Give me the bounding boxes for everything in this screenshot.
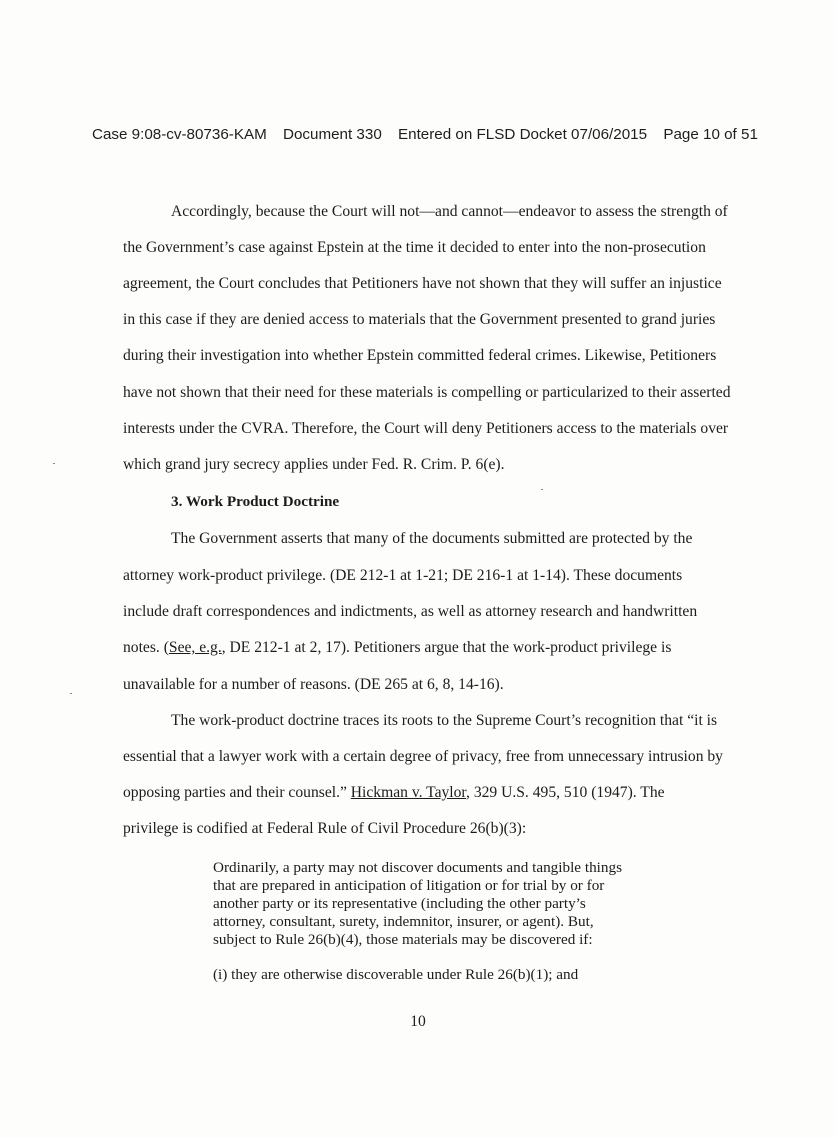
section-heading: 3. Work Product Doctrine bbox=[171, 493, 340, 510]
text-line bbox=[123, 639, 671, 657]
text-line: include draft correspondences and indictments, as well as attorney research and handwritten bbox=[123, 603, 698, 620]
text-line: the Government’s case against Epstein at the time it decided to enter into the non-prosecution bbox=[123, 239, 706, 256]
text-segment: , DE 212-1 at 2, 17). Petitioners argue that the work-product privilege is bbox=[221, 639, 672, 656]
text-line: during their investigation into whether Epstein committed federal crimes. Likewise, Petitioners bbox=[123, 347, 717, 364]
docket-entry: Entered on FLSD Docket 07/06/2015 bbox=[398, 126, 648, 143]
text-segment: , 329 U.S. 495, 510 (1947). The bbox=[466, 784, 665, 801]
quote-line: attorney, consultant, surety, indemnitor, insurer, or agent). But, bbox=[213, 913, 594, 930]
citation-signal: See, e.g. bbox=[168, 639, 222, 656]
scan-speck bbox=[70, 693, 72, 694]
text-line: which grand jury secrecy applies under Fed. R. Crim. P. 6(e). bbox=[123, 456, 505, 473]
document-number: Document 330 bbox=[282, 126, 382, 143]
docket-header bbox=[92, 126, 758, 143]
quote-line: another party or its representative (including the other party’s bbox=[213, 895, 586, 912]
quote-line: that are prepared in anticipation of litigation or for trial by or for bbox=[213, 877, 605, 894]
case-citation: Hickman v. Taylor bbox=[350, 784, 467, 801]
page-indicator: Page 10 of 51 bbox=[663, 126, 758, 143]
text-line: agreement, the Court concludes that Petitioners have not shown that they will suffer an injustice bbox=[123, 275, 722, 292]
text-line: Accordingly, because the Court will not—and cannot—endeavor to assess the strength of bbox=[171, 203, 728, 220]
quote-list-item: (i) they are otherwise discoverable under Rule 26(b)(1); and bbox=[213, 966, 579, 983]
text-segment: notes. ( bbox=[123, 639, 169, 656]
scan-speck bbox=[541, 489, 543, 490]
text-line: The Government asserts that many of the documents submitted are protected by the bbox=[171, 530, 693, 547]
text-line: essential that a lawyer work with a certain degree of privacy, free from unnecessary intrusion by bbox=[123, 748, 723, 765]
text-line bbox=[123, 784, 665, 802]
text-line: in this case if they are denied access to materials that the Government presented to grand juries bbox=[123, 311, 716, 328]
text-line: attorney work-product privilege. (DE 212-1 at 1-21; DE 216-1 at 1-14). These documents bbox=[123, 567, 683, 584]
text-line: unavailable for a number of reasons. (DE 265 at 6, 8, 14-16). bbox=[123, 676, 504, 693]
page-number: 10 bbox=[410, 1013, 426, 1030]
text-line: have not shown that their need for these materials is compelling or particularized to their asserted bbox=[123, 384, 731, 401]
text-line: The work-product doctrine traces its roots to the Supreme Court’s recognition that “it is bbox=[171, 712, 718, 729]
quote-line: Ordinarily, a party may not discover documents and tangible things bbox=[213, 859, 622, 876]
text-segment: opposing parties and their counsel.” bbox=[123, 784, 351, 801]
text-line: privilege is codified at Federal Rule of Civil Procedure 26(b)(3): bbox=[123, 820, 527, 837]
scan-speck bbox=[53, 463, 55, 464]
case-number: Case 9:08-cv-80736-KAM bbox=[92, 126, 267, 143]
text-line: interests under the CVRA. Therefore, the Court will deny Petitioners access to the materials over bbox=[123, 420, 729, 437]
quote-line: subject to Rule 26(b)(4), those materials may be discovered if: bbox=[213, 931, 593, 948]
